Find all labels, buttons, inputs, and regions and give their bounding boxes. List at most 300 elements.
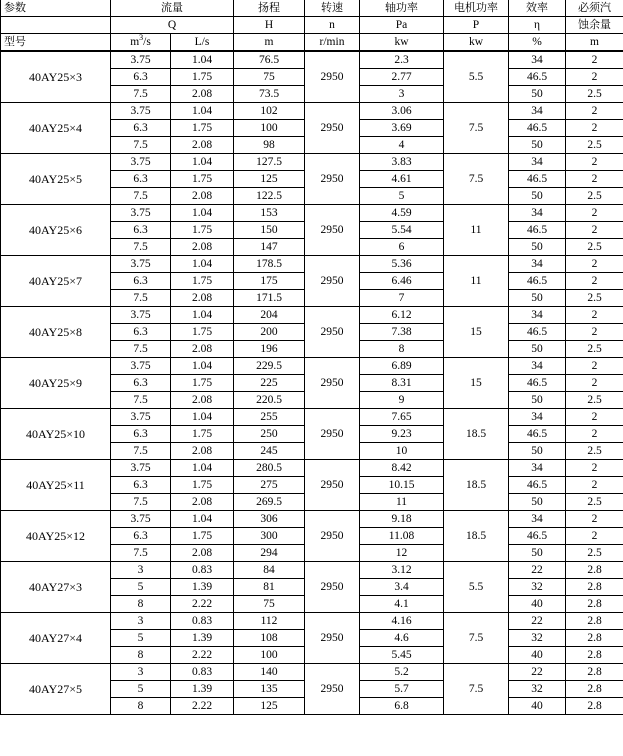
flow-m3s-cell: 6.3: [111, 69, 171, 86]
model-name: 40AY25×6: [1, 205, 111, 256]
flow-m3s-cell: 7.5: [111, 188, 171, 205]
flow-m3s-cell: 7.5: [111, 392, 171, 409]
motor-power-cell: 11: [444, 205, 509, 256]
flow-m3s-cell: 3.75: [111, 51, 171, 69]
table-row: [1, 613, 623, 630]
flow-m3s-cell: 6.3: [111, 273, 171, 290]
flow-m3s-cell: 3.75: [111, 103, 171, 120]
head-cell: 81: [234, 579, 305, 596]
efficiency-cell: 34: [509, 511, 566, 528]
model-name: 40AY25×7: [1, 256, 111, 307]
shaft-power-cell: 2.77: [360, 69, 444, 86]
shaft-power-cell: 5: [360, 188, 444, 205]
npsh-cell: 2.5: [566, 137, 623, 154]
efficiency-cell: 46.5: [509, 120, 566, 137]
efficiency-cell: 40: [509, 596, 566, 613]
npsh-cell: 2.5: [566, 494, 623, 511]
flow-ls-cell: 0.83: [171, 613, 234, 630]
head-cell: 98: [234, 137, 305, 154]
efficiency-cell: 46.5: [509, 324, 566, 341]
flow-ls-cell: 2.08: [171, 137, 234, 154]
flow-ls-cell: 2.08: [171, 494, 234, 511]
flow-m3s-cell: 6.3: [111, 120, 171, 137]
table-row: [1, 103, 623, 120]
speed-unit: r/min: [305, 34, 360, 52]
efficiency-cell: 46.5: [509, 426, 566, 443]
efficiency-cell: 32: [509, 630, 566, 647]
efficiency-cell: 34: [509, 103, 566, 120]
flow-ls-cell: 1.04: [171, 307, 234, 324]
flow-ls-cell: 1.75: [171, 477, 234, 494]
efficiency-cell: 50: [509, 392, 566, 409]
shaft-power-cell: 5.7: [360, 681, 444, 698]
model-header: 型号: [1, 34, 111, 52]
head-cell: 275: [234, 477, 305, 494]
shaft-power-cell: 11.08: [360, 528, 444, 545]
npsh-cell: 2: [566, 511, 623, 528]
npsh-cell: 2.5: [566, 86, 623, 103]
efficiency-cell: 50: [509, 137, 566, 154]
npsh-cell: 2: [566, 222, 623, 239]
shaft-power-cell: 4.1: [360, 596, 444, 613]
model-name: 40AY27×3: [1, 562, 111, 613]
shaft-power-cell: 3.83: [360, 154, 444, 171]
table-row: [1, 205, 623, 222]
motor-power-cell: 7.5: [444, 613, 509, 664]
table-body: [1, 51, 623, 715]
shaft-power-cell: 3.12: [360, 562, 444, 579]
flow-m3s-cell: 7.5: [111, 290, 171, 307]
shaft-power-cell: 7.65: [360, 409, 444, 426]
model-name: 40AY25×11: [1, 460, 111, 511]
flow-m3s-cell: 6.3: [111, 528, 171, 545]
efficiency-cell: 34: [509, 51, 566, 69]
npsh-cell: 2.8: [566, 596, 623, 613]
model-name: 40AY27×4: [1, 613, 111, 664]
flow-m3s-cell: 7.5: [111, 494, 171, 511]
efficiency-cell: 32: [509, 681, 566, 698]
head-cell: 200: [234, 324, 305, 341]
table-row: [1, 409, 623, 426]
shaft-power-cell: 12: [360, 545, 444, 562]
shaft-power-cell: 9.18: [360, 511, 444, 528]
head-cell: 100: [234, 120, 305, 137]
head-cell: 245: [234, 443, 305, 460]
flow-m3s-cell: 8: [111, 698, 171, 715]
speed-cell: 2950: [305, 256, 360, 307]
head-unit: m: [234, 34, 305, 52]
efficiency-cell: 34: [509, 307, 566, 324]
efficiency-cell: 46.5: [509, 273, 566, 290]
flow-m3s-cell: 7.5: [111, 545, 171, 562]
efficiency-cell: 46.5: [509, 69, 566, 86]
shaft-power-cell: 3.06: [360, 103, 444, 120]
head-cell: 125: [234, 171, 305, 188]
efficiency-cell: 46.5: [509, 375, 566, 392]
shaft-power-cell: 6.12: [360, 307, 444, 324]
flow-ls-cell: 1.04: [171, 154, 234, 171]
head-cell: 76.5: [234, 51, 305, 69]
flow-m3s-cell: 6.3: [111, 426, 171, 443]
flow-ls-cell: 1.04: [171, 256, 234, 273]
head-cell: 102: [234, 103, 305, 120]
flow-m3s-cell: 3.75: [111, 460, 171, 477]
npsh-cell: 2.5: [566, 443, 623, 460]
flow-ls-cell: 1.75: [171, 528, 234, 545]
flow-ls-cell: 1.04: [171, 205, 234, 222]
motor-power-cell: 5.5: [444, 562, 509, 613]
flow-ls-cell: 2.22: [171, 647, 234, 664]
shaft-power-cell: 9.23: [360, 426, 444, 443]
flow-m3s-cell: 3.75: [111, 409, 171, 426]
head-cell: 175: [234, 273, 305, 290]
head-cell: 153: [234, 205, 305, 222]
flow-m3s-cell: 5: [111, 681, 171, 698]
speed-cell: 2950: [305, 409, 360, 460]
motor-power-cell: 7.5: [444, 154, 509, 205]
speed-cell: 2950: [305, 358, 360, 409]
flow-m3s-cell: 7.5: [111, 86, 171, 103]
npsh-cell: 2.8: [566, 664, 623, 681]
flow-ls-cell: 2.08: [171, 545, 234, 562]
flow-unit-m3s: $m^3/s$: [111, 34, 171, 52]
efficiency-cell: 50: [509, 341, 566, 358]
shaft-power-cell: 11: [360, 494, 444, 511]
model-name: 40AY25×12: [1, 511, 111, 562]
head-symbol: H: [234, 17, 305, 34]
motor-power-cell: 15: [444, 307, 509, 358]
shaft-power-cell: 5.54: [360, 222, 444, 239]
flow-ls-cell: 1.39: [171, 630, 234, 647]
head-cell: 171.5: [234, 290, 305, 307]
motor-power-cell: 5.5: [444, 51, 509, 103]
flow-ls-cell: 1.75: [171, 120, 234, 137]
efficiency-cell: 50: [509, 494, 566, 511]
shaft-power-cell: 6: [360, 239, 444, 256]
npsh-cell: 2.8: [566, 681, 623, 698]
flow-m3s-cell: 8: [111, 647, 171, 664]
npsh-cell: 2: [566, 205, 623, 222]
flow-ls-cell: 1.75: [171, 324, 234, 341]
head-cell: 75: [234, 69, 305, 86]
motor-power-header: 电机功率: [444, 0, 509, 17]
motor-power-cell: 7.5: [444, 103, 509, 154]
shaft-power-cell: 3: [360, 86, 444, 103]
npsh-cell: 2.5: [566, 239, 623, 256]
flow-ls-cell: 1.75: [171, 69, 234, 86]
model-name: 40AY25×10: [1, 409, 111, 460]
speed-header: 转速: [305, 0, 360, 17]
speed-cell: 2950: [305, 511, 360, 562]
table-row: [1, 511, 623, 528]
shaft-power-cell: 3.4: [360, 579, 444, 596]
table-row: [1, 51, 623, 69]
shaft-power-symbol: Pa: [360, 17, 444, 34]
npsh-cell: 2.5: [566, 392, 623, 409]
shaft-power-cell: 8: [360, 341, 444, 358]
npsh-cell: 2: [566, 426, 623, 443]
shaft-power-cell: 3.69: [360, 120, 444, 137]
flow-unit-ls: L/s: [171, 34, 234, 52]
npsh-cell: 2: [566, 69, 623, 86]
flow-ls-cell: 0.83: [171, 664, 234, 681]
npsh-cell: 2: [566, 324, 623, 341]
head-cell: 127.5: [234, 154, 305, 171]
table-row: [1, 307, 623, 324]
motor-power-unit: kw: [444, 34, 509, 52]
shaft-power-unit: kw: [360, 34, 444, 52]
efficiency-header: 效率: [509, 0, 566, 17]
flow-m3s-cell: 7.5: [111, 443, 171, 460]
efficiency-cell: 40: [509, 647, 566, 664]
head-cell: 229.5: [234, 358, 305, 375]
shaft-power-cell: 10.15: [360, 477, 444, 494]
flow-ls-cell: 0.83: [171, 562, 234, 579]
flow-m3s-cell: 3.75: [111, 205, 171, 222]
head-cell: 280.5: [234, 460, 305, 477]
efficiency-cell: 46.5: [509, 222, 566, 239]
head-cell: 108: [234, 630, 305, 647]
motor-power-cell: 18.5: [444, 460, 509, 511]
flow-ls-cell: 1.04: [171, 511, 234, 528]
npsh-cell: 2: [566, 375, 623, 392]
efficiency-cell: 46.5: [509, 528, 566, 545]
speed-cell: 2950: [305, 664, 360, 715]
flow-ls-cell: 1.04: [171, 103, 234, 120]
npsh-cell: 2: [566, 460, 623, 477]
head-cell: 225: [234, 375, 305, 392]
head-cell: 100: [234, 647, 305, 664]
flow-m3s-cell: 3: [111, 613, 171, 630]
flow-ls-cell: 1.04: [171, 358, 234, 375]
speed-cell: 2950: [305, 460, 360, 511]
npsh-cell: 2.5: [566, 545, 623, 562]
flow-ls-cell: 2.08: [171, 392, 234, 409]
table-row: [1, 562, 623, 579]
flow-ls-cell: 1.39: [171, 681, 234, 698]
speed-cell: 2950: [305, 205, 360, 256]
flow-m3s-cell: 5: [111, 579, 171, 596]
npsh-cell: 2.8: [566, 630, 623, 647]
header-row-1: [1, 0, 623, 17]
efficiency-cell: 40: [509, 698, 566, 715]
flow-ls-cell: 2.08: [171, 239, 234, 256]
flow-symbol: Q: [111, 17, 234, 34]
flow-ls-cell: 2.08: [171, 341, 234, 358]
flow-ls-cell: 1.75: [171, 375, 234, 392]
efficiency-unit: %: [509, 34, 566, 52]
npsh-cell: 2: [566, 307, 623, 324]
shaft-power-cell: 6.89: [360, 358, 444, 375]
shaft-power-cell: 4: [360, 137, 444, 154]
model-name: 40AY27×5: [1, 664, 111, 715]
flow-m3s-cell: 6.3: [111, 222, 171, 239]
flow-m3s-cell: 8: [111, 596, 171, 613]
head-cell: 196: [234, 341, 305, 358]
head-cell: 135: [234, 681, 305, 698]
head-cell: 300: [234, 528, 305, 545]
shaft-power-header: 轴功率: [360, 0, 444, 17]
npsh-cell: 2: [566, 528, 623, 545]
flow-m3s-cell: 6.3: [111, 171, 171, 188]
npsh-unit: m: [566, 34, 623, 52]
head-cell: 112: [234, 613, 305, 630]
flow-m3s-cell: 7.5: [111, 137, 171, 154]
npsh-cell: 2: [566, 103, 623, 120]
shaft-power-cell: 4.6: [360, 630, 444, 647]
efficiency-cell: 50: [509, 188, 566, 205]
efficiency-cell: 34: [509, 205, 566, 222]
shaft-power-cell: 2.3: [360, 51, 444, 69]
npsh-cell: 2: [566, 171, 623, 188]
shaft-power-cell: 7: [360, 290, 444, 307]
param-header: 参数: [1, 0, 111, 17]
shaft-power-cell: 6.8: [360, 698, 444, 715]
shaft-power-cell: 4.16: [360, 613, 444, 630]
model-name: 40AY25×3: [1, 51, 111, 103]
head-cell: 204: [234, 307, 305, 324]
header-blank: [1, 17, 111, 34]
flow-ls-cell: 1.04: [171, 460, 234, 477]
head-cell: 255: [234, 409, 305, 426]
flow-ls-cell: 1.75: [171, 273, 234, 290]
flow-m3s-cell: 3.75: [111, 307, 171, 324]
table-row: [1, 460, 623, 477]
speed-symbol: n: [305, 17, 360, 34]
npsh-cell: 2.5: [566, 341, 623, 358]
speed-cell: 2950: [305, 103, 360, 154]
efficiency-cell: 50: [509, 443, 566, 460]
npsh-cell: 2.5: [566, 290, 623, 307]
speed-cell: 2950: [305, 307, 360, 358]
speed-cell: 2950: [305, 562, 360, 613]
speed-cell: 2950: [305, 154, 360, 205]
flow-ls-cell: 1.75: [171, 426, 234, 443]
head-cell: 294: [234, 545, 305, 562]
npsh-cell: 2.8: [566, 698, 623, 715]
head-cell: 84: [234, 562, 305, 579]
npsh-cell: 2: [566, 358, 623, 375]
flow-m3s-cell: 6.3: [111, 324, 171, 341]
speed-cell: 2950: [305, 51, 360, 103]
flow-m3s-cell: 3.75: [111, 511, 171, 528]
shaft-power-cell: 4.61: [360, 171, 444, 188]
npsh-cell: 2.8: [566, 562, 623, 579]
motor-power-cell: 7.5: [444, 664, 509, 715]
efficiency-cell: 46.5: [509, 477, 566, 494]
motor-power-symbol: P: [444, 17, 509, 34]
shaft-power-cell: 8.31: [360, 375, 444, 392]
head-header: 扬程: [234, 0, 305, 17]
npsh-cell: 2.8: [566, 647, 623, 664]
npsh-cell: 2.8: [566, 579, 623, 596]
npsh-cell: 2: [566, 409, 623, 426]
flow-ls-cell: 2.08: [171, 86, 234, 103]
table-row: [1, 154, 623, 171]
npsh-cell: 2: [566, 51, 623, 69]
model-name: 40AY25×4: [1, 103, 111, 154]
flow-m3s-cell: 3.75: [111, 154, 171, 171]
efficiency-cell: 50: [509, 239, 566, 256]
flow-ls-cell: 1.04: [171, 409, 234, 426]
table-row: [1, 358, 623, 375]
shaft-power-cell: 8.42: [360, 460, 444, 477]
flow-m3s-cell: 3: [111, 664, 171, 681]
flow-ls-cell: 2.22: [171, 698, 234, 715]
head-cell: 73.5: [234, 86, 305, 103]
shaft-power-cell: 10: [360, 443, 444, 460]
flow-ls-cell: 1.75: [171, 171, 234, 188]
efficiency-cell: 34: [509, 358, 566, 375]
flow-ls-cell: 1.75: [171, 222, 234, 239]
efficiency-cell: 46.5: [509, 171, 566, 188]
shaft-power-cell: 5.2: [360, 664, 444, 681]
shaft-power-cell: 7.38: [360, 324, 444, 341]
head-cell: 250: [234, 426, 305, 443]
head-cell: 140: [234, 664, 305, 681]
efficiency-symbol: η: [509, 17, 566, 34]
flow-ls-cell: 2.08: [171, 290, 234, 307]
efficiency-cell: 22: [509, 562, 566, 579]
efficiency-cell: 34: [509, 460, 566, 477]
head-cell: 178.5: [234, 256, 305, 273]
flow-m3s-cell: 7.5: [111, 239, 171, 256]
flow-m3s-cell: 3.75: [111, 358, 171, 375]
efficiency-cell: 50: [509, 290, 566, 307]
flow-m3s-cell: 3: [111, 562, 171, 579]
flow-ls-cell: 2.08: [171, 188, 234, 205]
npsh-cell: 2.8: [566, 613, 623, 630]
motor-power-cell: 18.5: [444, 409, 509, 460]
shaft-power-cell: 5.45: [360, 647, 444, 664]
shaft-power-cell: 5.36: [360, 256, 444, 273]
speed-cell: 2950: [305, 613, 360, 664]
head-cell: 125: [234, 698, 305, 715]
table-row: [1, 664, 623, 681]
table-row: [1, 256, 623, 273]
npsh-cell: 2: [566, 154, 623, 171]
efficiency-cell: 34: [509, 154, 566, 171]
efficiency-cell: 50: [509, 545, 566, 562]
flow-header: 流量: [111, 0, 234, 17]
head-cell: 220.5: [234, 392, 305, 409]
npsh-header-cont: 蚀余量: [566, 17, 623, 34]
head-cell: 75: [234, 596, 305, 613]
head-cell: 122.5: [234, 188, 305, 205]
npsh-cell: 2: [566, 120, 623, 137]
shaft-power-cell: 9: [360, 392, 444, 409]
flow-ls-cell: 2.08: [171, 443, 234, 460]
head-cell: 306: [234, 511, 305, 528]
head-cell: 150: [234, 222, 305, 239]
flow-m3s-cell: 3.75: [111, 256, 171, 273]
motor-power-cell: 15: [444, 358, 509, 409]
flow-ls-cell: 1.39: [171, 579, 234, 596]
motor-power-cell: 18.5: [444, 511, 509, 562]
efficiency-cell: 22: [509, 664, 566, 681]
efficiency-cell: 32: [509, 579, 566, 596]
efficiency-cell: 22: [509, 613, 566, 630]
efficiency-cell: 34: [509, 256, 566, 273]
head-cell: 269.5: [234, 494, 305, 511]
flow-m3s-cell: 6.3: [111, 375, 171, 392]
header-row-3: [1, 34, 623, 52]
efficiency-cell: 50: [509, 86, 566, 103]
npsh-cell: 2: [566, 256, 623, 273]
model-name: 40AY25×5: [1, 154, 111, 205]
flow-ls-cell: 1.04: [171, 51, 234, 69]
flow-m3s-cell: 5: [111, 630, 171, 647]
